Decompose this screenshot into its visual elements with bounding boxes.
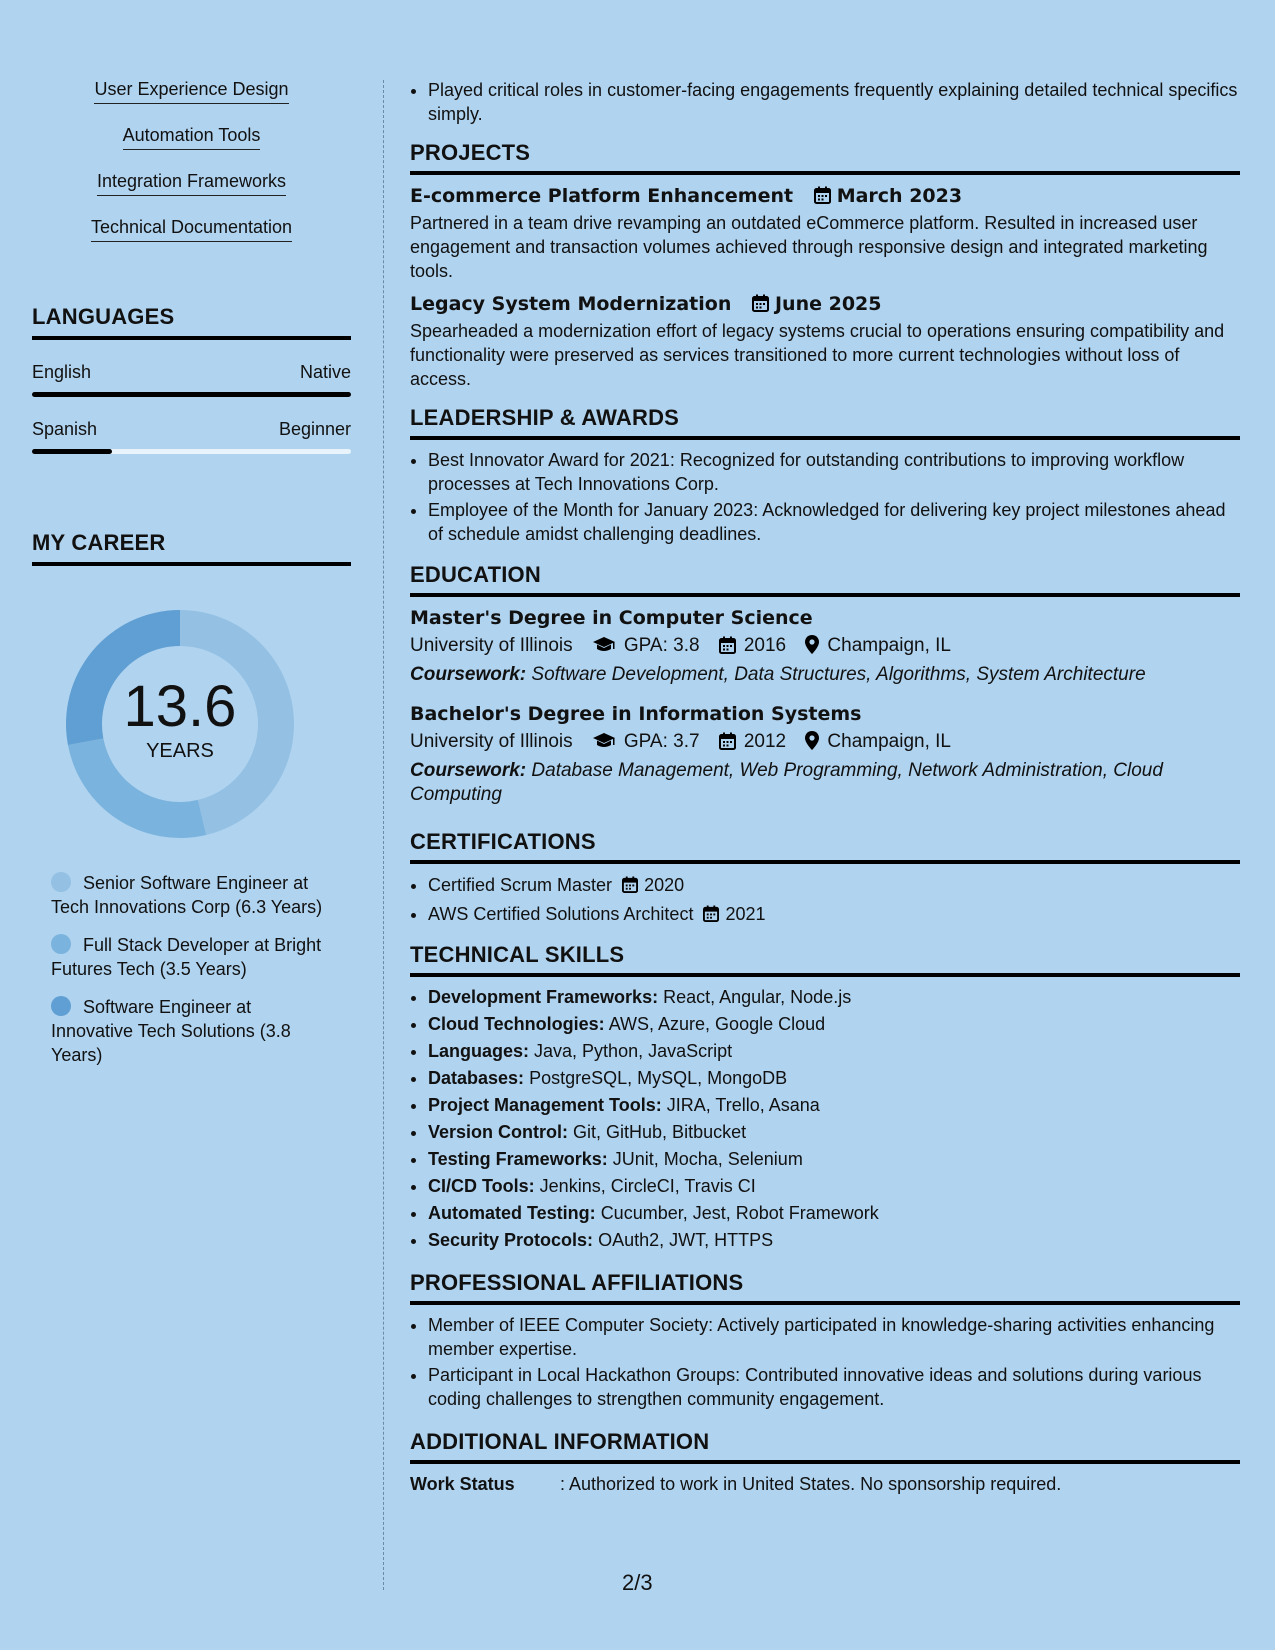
degree-title: Bachelor's Degree in Information Systems: [410, 703, 862, 725]
skill-category: Security Protocols:: [428, 1230, 594, 1250]
skill-values: Cucumber, Jest, Robot Framework: [600, 1203, 879, 1223]
legend-dot: [51, 934, 71, 954]
left-column: [32, 78, 351, 1081]
technical-skill-item: [428, 1120, 1240, 1144]
skill-category: Automated Testing:: [428, 1203, 596, 1223]
location-pin-icon: [805, 635, 819, 654]
language-spanish: [32, 419, 351, 454]
skill-values: AWS, Azure, Google Cloud: [608, 1014, 826, 1034]
school-location: Champaign, IL: [827, 731, 951, 752]
technical-skill-item: [428, 1066, 1240, 1090]
gpa: GPA: 3.8: [623, 635, 700, 656]
language-name: English: [32, 362, 92, 382]
graduation-cap-icon: [592, 732, 616, 750]
project-item: [410, 291, 1240, 391]
skill-category: Version Control:: [428, 1122, 569, 1142]
career-legend-item: [51, 933, 331, 981]
calendar-icon: [752, 294, 769, 312]
certification-item: [428, 901, 1240, 928]
calendar-icon: [814, 186, 831, 204]
career-legend: [32, 871, 331, 1067]
education-heading: EDUCATION: [410, 560, 1240, 597]
skills-list: [32, 78, 351, 262]
technical-skill-item: [428, 1228, 1240, 1252]
calendar-icon: [703, 905, 719, 922]
affiliation-item: • Member of IEEE Computer Society: Actively participated in knowledge-sharing activities enhancing member expertise.: [428, 1313, 1240, 1361]
project-item: [410, 183, 1240, 283]
graduation-year: 2016: [743, 635, 787, 656]
career-total-unit: YEARS: [146, 739, 214, 762]
skill-category: Project Management Tools:: [428, 1095, 662, 1115]
skill-tag: Integration Frameworks: [97, 170, 286, 196]
skill-values: JUnit, Mocha, Selenium: [612, 1149, 803, 1169]
legend-label: Senior Software Engineer at Tech Innovations Corp (6.3 Years): [51, 873, 323, 917]
affiliations-heading: PROFESSIONAL AFFILIATIONS: [410, 1268, 1240, 1305]
gpa: GPA: 3.7: [623, 731, 700, 752]
experience-bullets: [410, 78, 1240, 126]
technical-skills-list: [410, 985, 1240, 1252]
coursework-label: Coursework:: [410, 760, 527, 781]
career-total-years: 13.6: [123, 673, 237, 739]
language-name: Spanish: [32, 419, 98, 439]
career-heading: MY CAREER: [32, 530, 351, 566]
calendar-icon: [622, 876, 638, 893]
technical-skill-item: [428, 1201, 1240, 1225]
school-name: University of Illinois: [410, 635, 573, 656]
project-title: E-commerce Platform Enhancement: [410, 185, 794, 207]
column-divider: [383, 80, 384, 1590]
certifications-list: [410, 872, 1240, 928]
project-description: Spearheaded a modernization effort of legacy systems crucial to operations ensuring compatibility and functionality were preserved as services transitioned to more current technologies without loss of access.: [410, 321, 1225, 389]
technical-skill-item: [428, 1093, 1240, 1117]
coursework-label: Coursework:: [410, 664, 527, 685]
skill-category: Databases:: [428, 1068, 525, 1088]
legend-dot: [51, 996, 71, 1016]
technical-skill-item: [428, 985, 1240, 1009]
language-level: Native: [299, 362, 351, 382]
language-proficiency-bar: [32, 449, 351, 454]
skill-values: Jenkins, CircleCI, Travis CI: [539, 1176, 756, 1196]
skill-values: JIRA, Trello, Asana: [666, 1095, 820, 1115]
additional-info-heading: ADDITIONAL INFORMATION: [410, 1427, 1240, 1464]
projects-heading: PROJECTS: [410, 138, 1240, 175]
leadership-list: [410, 448, 1240, 546]
language-english: [32, 362, 351, 397]
skill-tag: User Experience Design: [94, 78, 288, 104]
skill-values: PostgreSQL, MySQL, MongoDB: [529, 1068, 788, 1088]
school-name: University of Illinois: [410, 731, 573, 752]
leadership-item: • Employee of the Month for January 2023: Acknowledged for delivering key project milestones ahead of schedule amidst challenging deadlines.: [428, 498, 1240, 546]
legend-dot: [51, 872, 71, 892]
leadership-heading: LEADERSHIP & AWARDS: [410, 403, 1240, 440]
skill-values: Java, Python, JavaScript: [534, 1041, 733, 1061]
project-description: Partnered in a team drive revamping an outdated eCommerce platform. Resulted in increased user engagement and transaction volumes achieved through responsive design and integrated marketing tools.: [410, 213, 1208, 281]
certifications-heading: CERTIFICATIONS: [410, 827, 1240, 864]
project-title: Legacy System Modernization: [410, 293, 732, 315]
legend-label: Full Stack Developer at Bright Futures Tech (3.5 Years): [51, 935, 322, 979]
technical-skill-item: [428, 1147, 1240, 1171]
skill-category: Cloud Technologies:: [428, 1014, 605, 1034]
certification-year: 2020: [644, 875, 685, 895]
language-proficiency-fill: [32, 392, 351, 397]
experience-bullet: • Played critical roles in customer-facing engagements frequently explaining detailed technical specifics simply.: [428, 78, 1240, 126]
education-item: [410, 605, 1240, 687]
technical-skill-item: [428, 1012, 1240, 1036]
certification-year: 2021: [725, 904, 766, 924]
language-proficiency-bar: [32, 392, 351, 397]
technical-skill-item: [428, 1174, 1240, 1198]
calendar-icon: [719, 636, 736, 654]
affiliation-item: • Participant in Local Hackathon Groups: Contributed innovative ideas and solutions during various coding challenges to strengthen community engagement.: [428, 1363, 1240, 1411]
languages-heading: LANGUAGES: [32, 304, 351, 340]
affiliations-list: [410, 1313, 1240, 1411]
skill-tag: Technical Documentation: [91, 216, 292, 242]
page-number: 2/3: [622, 1570, 653, 1595]
career-legend-item: [51, 995, 331, 1067]
career-donut-chart: [65, 609, 295, 839]
location-pin-icon: [805, 731, 819, 750]
project-date: June 2025: [774, 293, 882, 315]
career-legend-item: [51, 871, 331, 919]
skill-category: Development Frameworks:: [428, 987, 659, 1007]
skill-values: Git, GitHub, Bitbucket: [573, 1122, 747, 1142]
skill-tag: Automation Tools: [123, 124, 261, 150]
work-status-row: [410, 1472, 1240, 1496]
school-location: Champaign, IL: [827, 635, 951, 656]
skill-category: Testing Frameworks:: [428, 1149, 608, 1169]
degree-title: Master's Degree in Computer Science: [410, 607, 813, 629]
graduation-year: 2012: [743, 731, 787, 752]
skill-category: CI/CD Tools:: [428, 1176, 535, 1196]
work-status-value: : Authorized to work in United States. No sponsorship required.: [560, 1474, 1062, 1494]
language-proficiency-fill: [32, 449, 112, 454]
skill-values: OAuth2, JWT, HTTPS: [598, 1230, 774, 1250]
leadership-item: • Best Innovator Award for 2021: Recognized for outstanding contributions to improving workflow processes at Tech Innovations Corp.: [428, 448, 1240, 496]
right-column: [410, 78, 1240, 1496]
graduation-cap-icon: [592, 636, 616, 654]
technical-skill-item: [428, 1039, 1240, 1063]
legend-label: Software Engineer at Innovative Tech Solutions (3.8 Years): [51, 997, 291, 1065]
technical-skills-heading: TECHNICAL SKILLS: [410, 940, 1240, 977]
coursework-list: Database Management, Web Programming, Network Administration, Cloud Computing: [410, 760, 1163, 805]
skill-values: React, Angular, Node.js: [663, 987, 852, 1007]
work-status-label: Work Status: [410, 1474, 515, 1494]
skill-category: Languages:: [428, 1041, 530, 1061]
language-level: Beginner: [278, 419, 351, 439]
certification-name: Certified Scrum Master: [428, 875, 613, 895]
certification-item: [428, 872, 1240, 899]
project-date: March 2023: [836, 185, 963, 207]
certification-name: AWS Certified Solutions Architect: [428, 904, 694, 924]
calendar-icon: [719, 732, 736, 750]
education-item: [410, 701, 1240, 807]
coursework-list: Software Development, Data Structures, Algorithms, System Architecture: [531, 664, 1146, 685]
